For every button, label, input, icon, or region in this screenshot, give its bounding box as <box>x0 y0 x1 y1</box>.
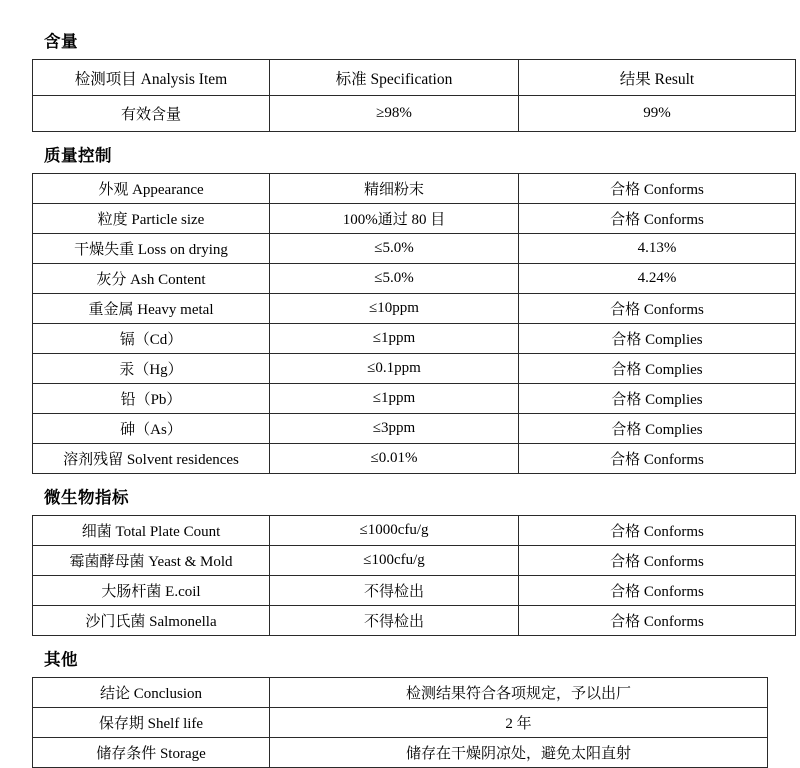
cell-value: 2 年 <box>270 708 768 738</box>
table-row <box>33 516 796 546</box>
table-row <box>33 294 796 324</box>
section-title-microbiology: 微生物指标 <box>44 489 129 507</box>
cell-item: 汞（Hg） <box>33 354 270 384</box>
cell-spec: ≤3ppm <box>270 414 519 444</box>
cell-spec: 不得检出 <box>270 576 519 606</box>
document-content <box>32 0 768 768</box>
cell-spec: ≤1ppm <box>270 384 519 414</box>
cell-spec: ≤0.1ppm <box>270 354 519 384</box>
table-microbiology <box>32 515 796 636</box>
table-row <box>33 264 796 294</box>
cell-item: 砷（As） <box>33 414 270 444</box>
cell-value: 储存在干燥阴凉处，避免太阳直射 <box>270 738 768 768</box>
cell-result: 4.13% <box>519 234 796 264</box>
cell-spec: ≤5.0% <box>270 264 519 294</box>
cell-item: 重金属 Heavy metal <box>33 294 270 324</box>
cell-spec: ≥98% <box>270 96 519 132</box>
table-row <box>33 204 796 234</box>
cell-result: 合格 Conforms <box>519 546 796 576</box>
table-row <box>33 174 796 204</box>
cell-result: 合格 Conforms <box>519 516 796 546</box>
table-row <box>33 576 796 606</box>
cell-spec: 不得检出 <box>270 606 519 636</box>
cell-item: 镉（Cd） <box>33 324 270 354</box>
cell-result: 合格 Conforms <box>519 576 796 606</box>
cell-spec: ≤10ppm <box>270 294 519 324</box>
cell-result: 合格 Complies <box>519 324 796 354</box>
table-row <box>33 444 796 474</box>
cell-item: 粒度 Particle size <box>33 204 270 234</box>
cell-item: 细菌 Total Plate Count <box>33 516 270 546</box>
cell-value: 检测结果符合各项规定，予以出厂 <box>270 678 768 708</box>
table-content <box>32 59 796 132</box>
table-row <box>33 354 796 384</box>
table-row <box>33 96 796 132</box>
table-header-analysis-item: 检测项目 Analysis Item <box>33 60 270 96</box>
section-title-quality-control: 质量控制 <box>44 147 112 165</box>
table-others <box>32 677 768 768</box>
section-title-content: 含量 <box>44 33 78 51</box>
table-header-result: 结果 Result <box>519 60 796 96</box>
table-row <box>33 606 796 636</box>
cell-result: 99% <box>519 96 796 132</box>
table-header-specification: 标准 Specification <box>270 60 519 96</box>
cell-result: 合格 Conforms <box>519 444 796 474</box>
table-quality-control <box>32 173 796 474</box>
cell-item: 结论 Conclusion <box>33 678 270 708</box>
cell-item: 外观 Appearance <box>33 174 270 204</box>
cell-spec: ≤1ppm <box>270 324 519 354</box>
table-row <box>33 384 796 414</box>
cell-item: 储存条件 Storage <box>33 738 270 768</box>
table-row <box>33 546 796 576</box>
cell-spec: ≤1000cfu/g <box>270 516 519 546</box>
cell-spec: 100%通过 80 目 <box>270 204 519 234</box>
cell-result: 合格 Complies <box>519 354 796 384</box>
cell-item: 大肠杆菌 E.coil <box>33 576 270 606</box>
cell-item: 干燥失重 Loss on drying <box>33 234 270 264</box>
cell-item: 沙门氏菌 Salmonella <box>33 606 270 636</box>
table-row <box>33 708 768 738</box>
table-row <box>33 234 796 264</box>
table-row <box>33 414 796 444</box>
cell-item: 灰分 Ash Content <box>33 264 270 294</box>
table-row <box>33 678 768 708</box>
table-row <box>33 324 796 354</box>
cell-spec: ≤0.01% <box>270 444 519 474</box>
cell-result: 合格 Conforms <box>519 294 796 324</box>
section-title-others: 其他 <box>44 651 78 669</box>
cell-result: 4.24% <box>519 264 796 294</box>
cell-item: 溶剂残留 Solvent residences <box>33 444 270 474</box>
cell-result: 合格 Complies <box>519 384 796 414</box>
cell-result: 合格 Conforms <box>519 606 796 636</box>
cell-spec: ≤100cfu/g <box>270 546 519 576</box>
cell-spec: 精细粉末 <box>270 174 519 204</box>
cell-result: 合格 Complies <box>519 414 796 444</box>
cell-result: 合格 Conforms <box>519 174 796 204</box>
cell-item: 铅（Pb） <box>33 384 270 414</box>
table-row <box>33 738 768 768</box>
cell-item: 保存期 Shelf life <box>33 708 270 738</box>
cell-item: 霉菌酵母菌 Yeast & Mold <box>33 546 270 576</box>
table-row <box>33 60 796 96</box>
cell-result: 合格 Conforms <box>519 204 796 234</box>
cell-spec: ≤5.0% <box>270 234 519 264</box>
cell-item: 有效含量 <box>33 96 270 132</box>
